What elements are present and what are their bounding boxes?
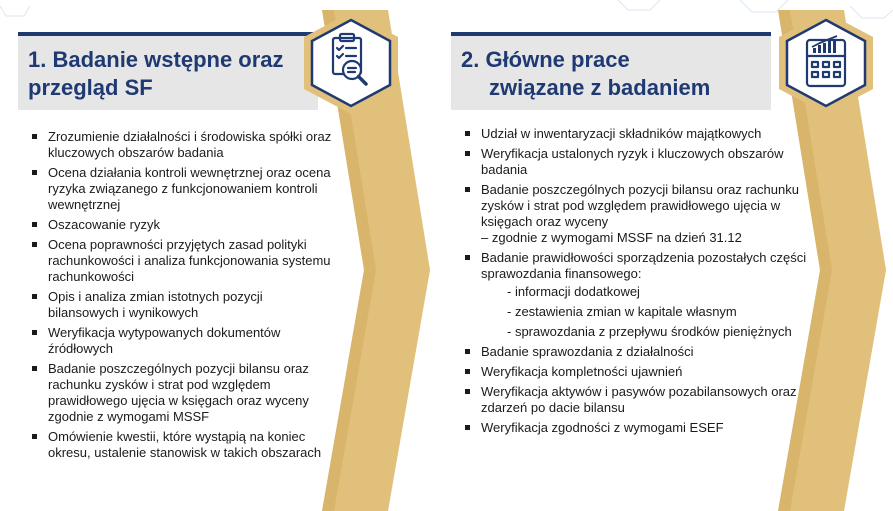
panel-initial-audit — [0, 0, 430, 511]
panel-title — [461, 46, 761, 102]
list-item: Oszacowanie ryzyk — [30, 217, 335, 233]
panel-title-line-1: 2. Główne prace — [461, 47, 630, 72]
panel-header — [18, 32, 318, 110]
list-item: Opis i analiza zmian istotnych pozycji bilansowych i wynikowych — [30, 289, 335, 321]
list-item: Udział w inwentaryzacji składników majątkowych — [463, 126, 813, 142]
list-item-text: Badanie poszczególnych pozycji bilansu oraz rachunku zysków i strat pod względem prawidłowego ujęcia w księgach oraz wyceny — [481, 182, 799, 229]
sub-list-item: - zestawienia zmian w kapitale własnym — [507, 304, 737, 319]
list-item-dash-note: – zgodnie z wymogami MSSF na dzień 31.12 — [481, 230, 742, 245]
list-item: Weryfikacja aktywów i pasywów pozabilansowych oraz zdarzeń po dacie bilansu — [463, 384, 813, 416]
list-item — [463, 250, 813, 340]
task-list — [463, 126, 813, 440]
list-item: Ocena działania kontroli wewnętrznej oraz ocena ryzyka związanego z funkcjonowaniem kontroli wewnętrznej — [30, 165, 335, 213]
list-item-text: Badanie prawidłowości sporządzenia pozostałych części sprawozdania finansowego: — [481, 250, 807, 281]
calculator-chart-icon — [775, 10, 877, 116]
task-list — [30, 129, 335, 465]
sub-list-item: - informacji dodatkowej — [507, 284, 640, 299]
sub-list-item: - sprawozdania z przepływu środków pieniężnych — [507, 324, 792, 339]
panel-header — [451, 32, 771, 110]
list-item: Badanie poszczególnych pozycji bilansu oraz rachunku zysków i strat pod względem prawidłowego ujęcia w księgach oraz wyceny zgodnie z wymogami MSSF — [30, 361, 335, 425]
list-item: Omówienie kwestii, które wystąpią na koniec okresu, ustalenie stanowisk w takich obszarach — [30, 429, 335, 461]
list-item: Weryfikacja wytypowanych dokumentów źródłowych — [30, 325, 335, 357]
list-item: Badanie sprawozdania z działalności — [463, 344, 813, 360]
list-item — [463, 182, 813, 246]
panel-main-audit-work — [448, 0, 893, 511]
list-item: Weryfikacja zgodności z wymogami ESEF — [463, 420, 813, 436]
panel-title-line-2: związane z badaniem — [489, 75, 711, 100]
list-item: Ocena poprawności przyjętych zasad polityki rachunkowości i analiza funkcjonowania systemu rachunkowości — [30, 237, 335, 285]
panel-title: 1. Badanie wstępne oraz przegląd SF — [28, 47, 284, 100]
list-item: Zrozumienie działalności i środowiska spółki oraz kluczowych obszarów badania — [30, 129, 335, 161]
list-item: Weryfikacja ustalonych ryzyk i kluczowych obszarów badania — [463, 146, 813, 178]
sub-list — [481, 284, 813, 340]
list-item: Weryfikacja kompletności ujawnień — [463, 364, 813, 380]
clipboard-magnifier-icon — [300, 10, 402, 116]
